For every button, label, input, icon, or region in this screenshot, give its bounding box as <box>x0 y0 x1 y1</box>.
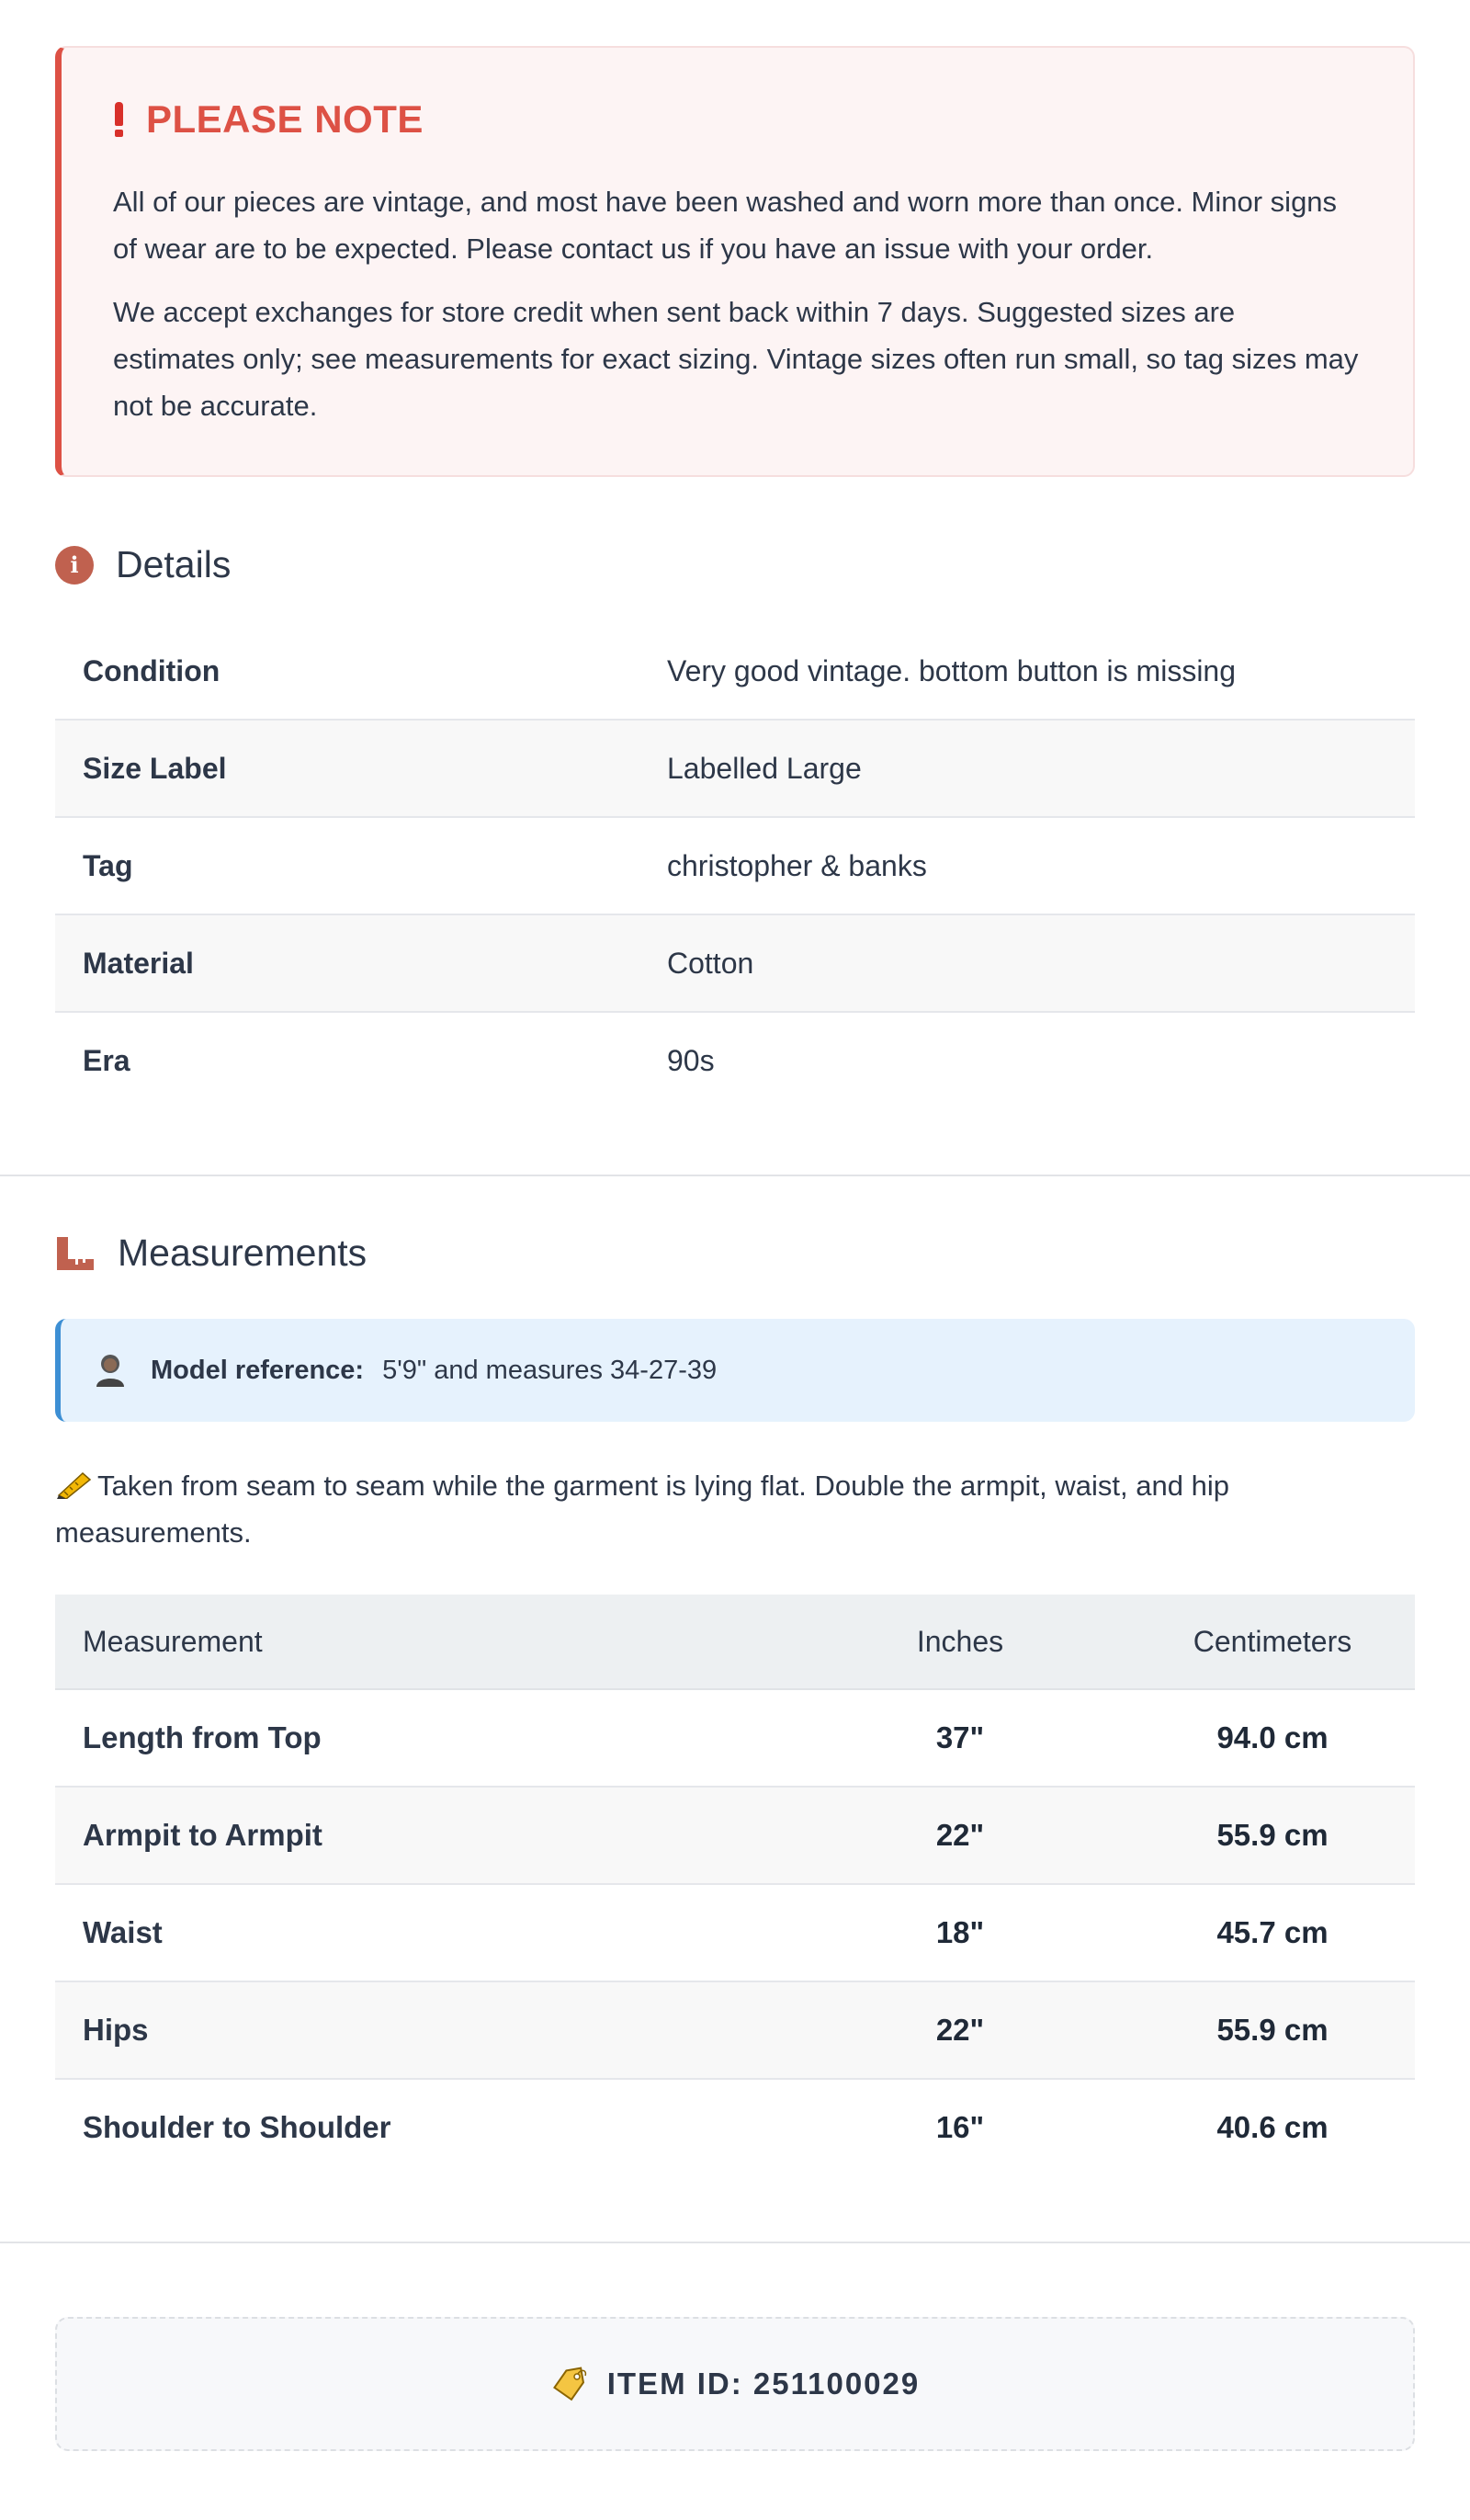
measurement-inches: 18" <box>935 1915 985 1949</box>
notice-paragraph-2: We accept exchanges for store credit when sent back within 7 days. Suggested sizes are estimates only; see measurements for exact sizing. Vintage sizes often run small, so tag sizes may not be accurate. <box>113 296 1359 422</box>
pencil-icon <box>55 1471 92 1499</box>
details-value: Cotton <box>667 946 754 980</box>
measurement-name: Waist <box>83 1915 163 1949</box>
measurement-inches: 22" <box>935 1818 985 1852</box>
model-reference-value: 5'9" and measures 34-27-39 <box>382 1355 718 1385</box>
measurement-inches: 22" <box>935 2013 985 2047</box>
table-row <box>55 2080 1415 2175</box>
column-header: Measurement <box>83 1624 263 1658</box>
details-label: Condition <box>83 653 220 687</box>
column-header: Inches <box>916 1624 1004 1658</box>
measurements-header <box>55 1232 1415 1275</box>
notice-header <box>113 97 1362 142</box>
measurements-title: Measurements <box>118 1232 368 1274</box>
details-table <box>55 623 1415 1108</box>
details-row-era <box>55 1013 1415 1108</box>
notice-paragraph-1: All of our pieces are vintage, and most have been washed and worn more than once. Minor signs of wear are to be expected. Please contact us if you have an issue with your order. <box>113 186 1338 265</box>
item-id-box <box>55 2317 1415 2451</box>
section-divider <box>0 2242 1470 2243</box>
details-value: Labelled Large <box>667 751 862 785</box>
table-header <box>55 1595 1415 1690</box>
details-value: christopher & banks <box>667 848 927 882</box>
details-header <box>55 543 1415 586</box>
model-reference-label: Model reference: <box>151 1355 365 1385</box>
tag-icon <box>550 2365 589 2403</box>
column-header: Centimeters <box>1193 1624 1352 1658</box>
details-value: 90s <box>667 1043 715 1077</box>
table-row <box>55 1690 1415 1788</box>
table-row <box>55 1788 1415 1885</box>
measurement-cm: 45.7 cm <box>1216 1915 1329 1949</box>
details-label: Era <box>83 1043 130 1077</box>
details-row-size-label <box>55 721 1415 818</box>
table-row <box>55 1885 1415 1982</box>
measurement-note-text: Taken from seam to seam while the garment is lying flat. Double the armpit, waist, and hip measurements. <box>55 1470 1229 1549</box>
details-title: Details <box>116 543 232 585</box>
measurement-note <box>55 1462 1415 1556</box>
measurement-cm: 40.6 cm <box>1216 2110 1329 2144</box>
notice-title: PLEASE NOTE <box>146 97 424 141</box>
details-row-material <box>55 915 1415 1013</box>
ruler-icon <box>55 1235 96 1272</box>
measurement-name: Hips <box>83 2013 149 2047</box>
measurement-inches: 37" <box>935 1720 985 1754</box>
measurement-cm: 55.9 cm <box>1216 2013 1329 2047</box>
details-row-tag <box>55 818 1415 915</box>
measurement-name: Armpit to Armpit <box>83 1818 322 1852</box>
measurement-name: Shoulder to Shoulder <box>83 2110 391 2144</box>
person-icon <box>94 1352 127 1389</box>
measurement-cm: 94.0 cm <box>1216 1720 1329 1754</box>
notice-box <box>55 46 1415 477</box>
measurements-table <box>55 1595 1415 2175</box>
table-row <box>55 1982 1415 2080</box>
measurement-name: Length from Top <box>83 1720 322 1754</box>
measurement-cm: 55.9 cm <box>1216 1818 1329 1852</box>
details-label: Size Label <box>83 751 227 785</box>
exclamation-icon <box>113 102 124 137</box>
details-label: Material <box>83 946 194 980</box>
details-row-condition <box>55 623 1415 721</box>
measurement-inches: 16" <box>935 2110 985 2144</box>
info-icon: i <box>55 546 94 585</box>
details-label: Tag <box>83 848 133 882</box>
model-reference <box>55 1319 1415 1422</box>
details-value: Very good vintage. bottom button is missing <box>667 653 1237 687</box>
item-id: ITEM ID: 251100029 <box>606 2367 921 2401</box>
